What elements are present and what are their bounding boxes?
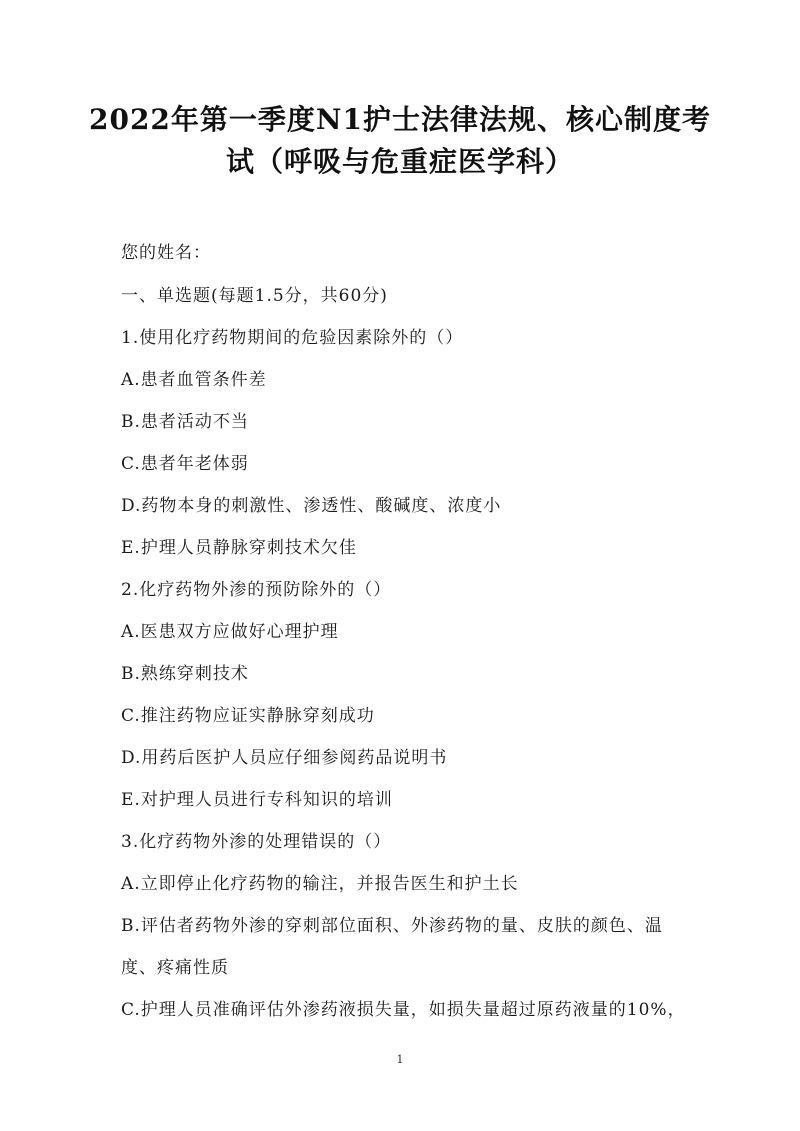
question-2-option-a: A.医患双方应做好心理护理	[121, 622, 339, 642]
question-2-option-c: C.推注药物应证实静脉穿刻成功	[121, 706, 375, 726]
question-1-option-d: D.药物本身的刺激性、渗透性、酸碱度、浓度小	[121, 496, 502, 516]
question-3-option-b-continued: 度、疼痛性质	[121, 958, 229, 978]
name-prompt: 您的姓名：	[121, 243, 211, 263]
question-2-option-b: B.熟练穿刺技术	[121, 664, 249, 684]
question-1-stem: 1.使用化疗药物期间的危验因素除外的（）	[121, 328, 464, 348]
question-3-option-a: A.立即停止化疗药物的输注，并报告医生和护土长	[121, 874, 519, 894]
section-heading: 一、单选题(每题1.5分，共60分)	[121, 286, 388, 306]
question-1-option-b: B.患者活动不当	[121, 412, 249, 432]
question-2-option-e: E.对护理人员进行专科知识的培训	[121, 790, 393, 810]
question-2-option-d: D.用药后医护人员应仔细参阅药品说明书	[121, 748, 448, 768]
document-title-line-1: 2022年第一季度N1护士法律法规、核心制度考	[88, 103, 711, 136]
question-1-option-e: E.护理人员静脉穿刺技术欠佳	[121, 538, 357, 558]
question-3-option-c: C.护理人员准确评估外渗药液损失量，如损失量超过原药液量的10%，	[121, 1000, 686, 1020]
question-3-option-b: B.评估者药物外渗的穿刺部位面积、外渗药物的量、皮肤的颜色、温	[121, 916, 663, 936]
question-2-stem: 2.化疗药物外渗的预防除外的（）	[121, 580, 392, 600]
question-3-stem: 3.化疗药物外渗的处理错误的（）	[121, 832, 392, 852]
document-title-line-2: 试（呼吸与危重症医学科）	[225, 145, 574, 178]
page-number: 1	[396, 1053, 404, 1066]
question-1-option-a: A.患者血管条件差	[121, 370, 267, 390]
question-1-option-c: C.患者年老体弱	[121, 454, 249, 474]
